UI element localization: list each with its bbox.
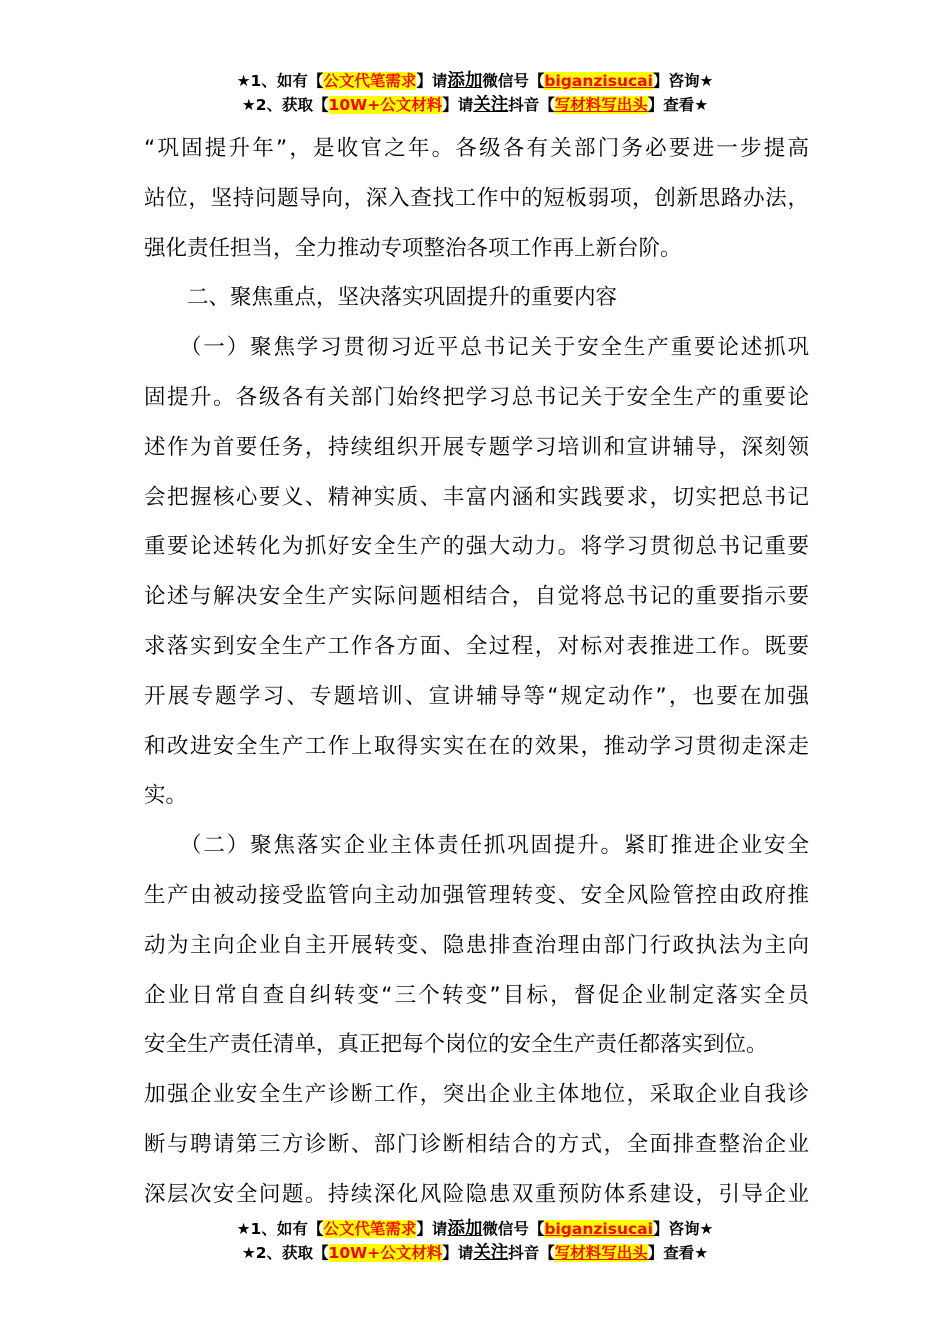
promo-emphasis: 关注 — [473, 95, 509, 115]
body-text-line: （二）聚焦落实企业主体责任抓巩固提升。紧盯推进企业安全 — [144, 833, 809, 859]
body-text-line: 加强企业安全生产诊断工作，突出企业主体地位，采取企业自我诊 — [144, 1082, 809, 1108]
star-icon: ★ — [241, 96, 256, 114]
promo-text: 2、获取【 — [255, 1244, 329, 1262]
promo-text: 】查看★ — [647, 1244, 709, 1262]
body-text-line: 深层次安全问题。持续深化风险隐患双重预防体系建设，引导企业 — [144, 1181, 809, 1207]
body-text-line: 和改进安全生产工作上取得实实在在的效果，推动学习贯彻走深走 — [144, 733, 809, 759]
promo-text: 抖音【 — [508, 1244, 555, 1262]
body-text-line: 安全生产责任清单，真正把每个岗位的安全生产责任都落实到位。 — [144, 1032, 768, 1058]
promo-text: 1、如有【 — [250, 1220, 324, 1238]
promo-text: 】请 — [416, 72, 448, 90]
promo-line-1 — [0, 69, 950, 93]
promo-line-1 — [0, 1217, 950, 1241]
body-text-line: 站位，坚持问题导向，深入查找工作中的短板弱项，创新思路办法， — [144, 185, 809, 211]
promo-text: 】请 — [416, 1220, 448, 1238]
promo-text: 】请 — [442, 1244, 474, 1262]
body-text-line: 论述与解决安全生产实际问题相结合，自觉将总书记的重要指示要 — [144, 584, 809, 610]
body-text-line: 动为主向企业自主开展转变、隐患排查治理由部门行政执法为主向 — [144, 932, 809, 958]
document-body — [144, 124, 809, 1220]
promo-text: 微信号【 — [482, 72, 545, 90]
body-text-line: 实。 — [144, 783, 188, 809]
promo-line-2 — [0, 93, 950, 117]
body-text-line: 述作为首要任务，持续组织开展专题学习培训和宣讲辅导，深刻领 — [144, 434, 809, 460]
promo-text: 1、如有【 — [250, 72, 324, 90]
promo-emphasis: 添加 — [447, 1219, 483, 1239]
promo-highlight: 公文代笔需求 — [323, 72, 417, 90]
promo-text: 微信号【 — [482, 1220, 545, 1238]
promo-banner-bottom — [0, 1217, 950, 1265]
body-text-line: 重要论述转化为抓好安全生产的强大动力。将学习贯彻总书记重要 — [144, 534, 809, 560]
promo-text: 】查看★ — [647, 96, 709, 114]
body-text-line: 会把握核心要义、精神实质、丰富内涵和实践要求，切实把总书记 — [144, 484, 809, 510]
promo-emphasis: 关注 — [473, 1243, 509, 1263]
promo-text: 抖音【 — [508, 96, 555, 114]
body-text-line: 开展专题学习、专题培训、宣讲辅导等“规定动作”，也要在加强 — [144, 683, 809, 709]
promo-highlight: 10W+公文材料 — [328, 96, 443, 114]
promo-emphasis: 添加 — [447, 71, 483, 91]
promo-text: 】咨询★ — [652, 1220, 714, 1238]
body-text-line: 二、聚焦重点，坚决落实巩固提升的重要内容 — [144, 285, 618, 311]
douyin-id-highlight: 写材料写出头 — [554, 96, 648, 114]
body-text-line: “巩固提升年”，是收官之年。各级各有关部门务必要进一步提高 — [144, 136, 809, 161]
promo-text: 】请 — [442, 96, 474, 114]
douyin-id-highlight: 写材料写出头 — [554, 1244, 648, 1262]
body-text-line: （一）聚焦学习贯彻习近平总书记关于安全生产重要论述抓巩 — [144, 335, 809, 361]
body-text-line: 强化责任担当，全力推动专项整治各项工作再上新台阶。 — [144, 235, 682, 261]
promo-text: 2、获取【 — [255, 96, 329, 114]
promo-text: 】咨询★ — [652, 72, 714, 90]
star-icon: ★ — [241, 1244, 256, 1262]
body-text-line: 生产由被动接受监管向主动加强管理转变、安全风险管控由政府推 — [144, 882, 809, 908]
wechat-id-highlight: biganzisucai — [544, 1220, 653, 1238]
body-text-line: 求落实到安全生产工作各方面、全过程，对标对表推进工作。既要 — [144, 633, 809, 659]
wechat-id-highlight: biganzisucai — [544, 72, 653, 90]
body-text-line: 企业日常自查自纠转变“三个转变”目标，督促企业制定落实全员 — [144, 982, 809, 1008]
star-icon: ★ — [236, 1220, 251, 1238]
promo-banner-top — [0, 69, 950, 117]
body-text-line: 固提升。各级各有关部门始终把学习总书记关于安全生产的重要论 — [144, 384, 809, 410]
star-icon: ★ — [236, 72, 251, 90]
promo-highlight: 公文代笔需求 — [323, 1220, 417, 1238]
body-text-line: 断与聘请第三方诊断、部门诊断相结合的方式，全面排查整治企业 — [144, 1131, 809, 1157]
promo-highlight: 10W+公文材料 — [328, 1244, 443, 1262]
promo-line-2 — [0, 1241, 950, 1265]
